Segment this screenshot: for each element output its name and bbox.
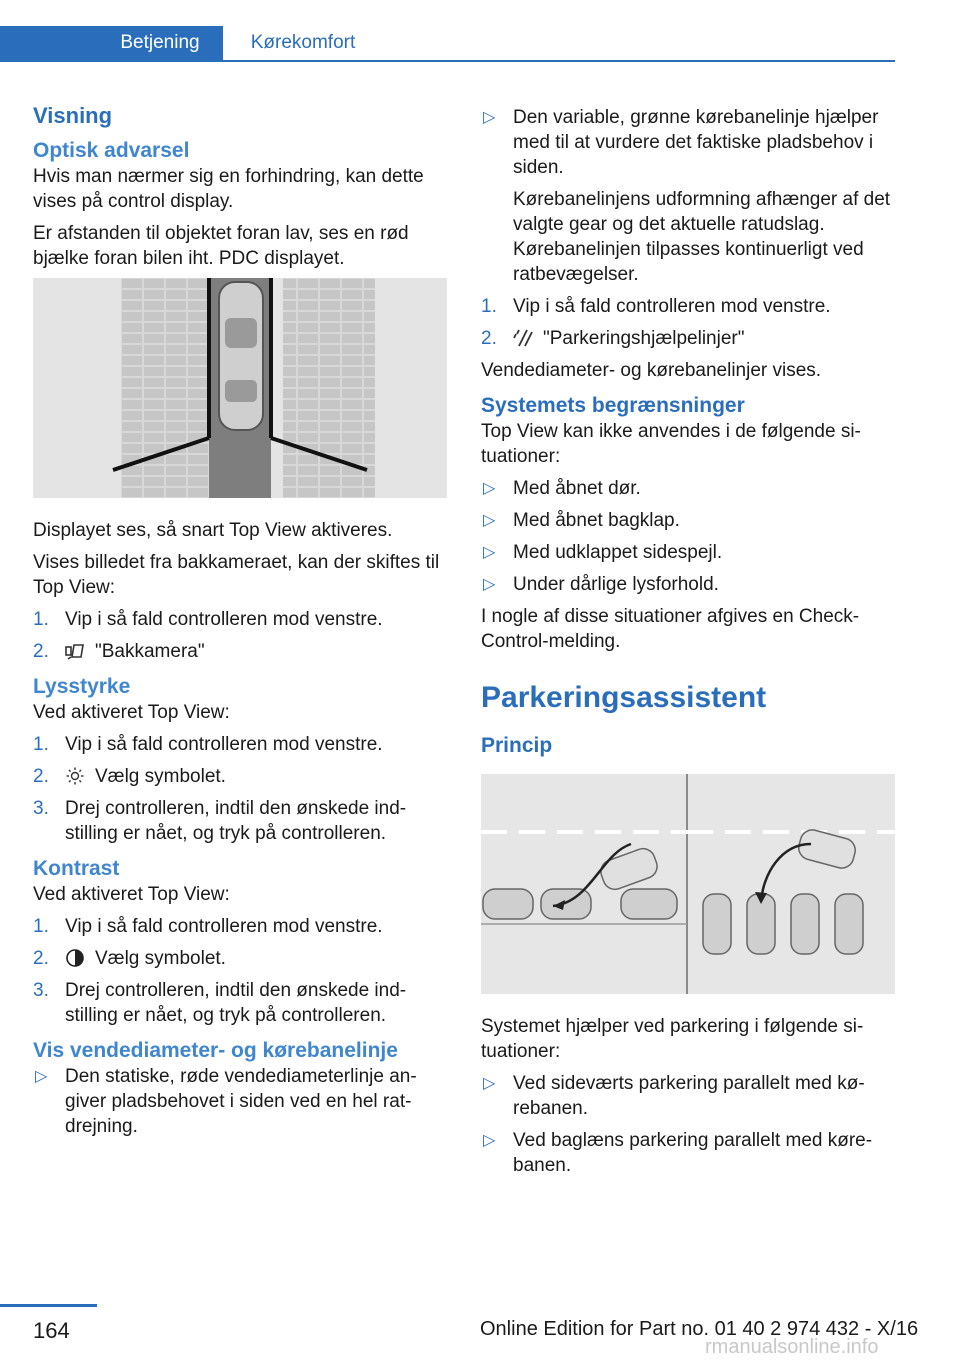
paragraph: Ved aktiveret Top View: [33,702,230,723]
step-text: "Parkeringshjælpelinjer" [543,328,745,349]
edition-note: Online Edition for Part no. 01 40 2 974 432 - X/16 [480,1318,919,1340]
bullet-text: Med udklappet sidespejl. [513,542,723,563]
bullet-item [481,105,896,180]
step-number: 2. [481,328,497,349]
bullet-text: Ved baglæns parkering parallelt med kørebanen. [513,1130,873,1176]
step-number: 2. [33,766,49,787]
step-text: Drej controlleren, indtil den ønskede indstilling er nået, og tryk på controlleren. [65,980,407,1026]
step-number: 1. [33,609,49,630]
paragraph: Vises billedet fra bakkameraet, kan der skiftes til Top View: [33,552,440,598]
step-text: Vip i så fald controlleren mod venstre. [65,916,383,937]
step-item [33,639,449,664]
left-column [33,98,449,1146]
heading-vis-vendediameter: Vis vendediameter- og kørebanelinje [33,1039,398,1062]
bullet-item [481,508,896,533]
heading-systemets-begraensninger: Systemets begrænsninger [481,394,745,417]
step-item [33,732,449,757]
triangle-bullet-icon: ▷ [483,1132,496,1149]
step-item [33,764,449,789]
step-item [33,796,449,846]
heading-princip: Princip [481,734,553,757]
step-text: "Bakkamera" [95,641,205,662]
bullet-item [481,572,896,597]
tab-betjening[interactable]: Betjening [97,26,223,60]
bullet-item [481,1128,896,1178]
brightness-icon [65,764,85,789]
bullet-item [481,540,896,565]
step-text: Vælg symbolet. [95,948,226,969]
paragraph: Ved aktiveret Top View: [33,884,230,905]
paragraph: Vendediameter- og kørebanelinjer vises. [481,360,822,381]
step-text: Vip i så fald controlleren mod venstre. [65,734,383,755]
paragraph: Hvis man nærmer sig en forhindring, kan dette vises på control display. [33,166,424,212]
step-item [481,326,896,351]
step-item [481,294,896,319]
paragraph: Displayet ses, så snart Top View aktiveres. [33,520,393,541]
bullet-item [33,1064,449,1139]
step-number: 2. [33,948,49,969]
bullet-text: Under dårlige lysforhold. [513,574,719,595]
triangle-bullet-icon: ▷ [483,576,496,593]
heading-kontrast: Kontrast [33,857,120,880]
triangle-bullet-icon: ▷ [483,109,496,126]
bullet-text: Den statiske, røde vendediameterlinje angiver pladsbehovet i siden ved en hel ratdrejning. [65,1066,417,1137]
step-text: Drej controlleren, indtil den ønskede indstilling er nået, og tryk på controlleren. [65,798,407,844]
reverse-camera-icon [65,639,85,664]
tab-korekomfort[interactable]: Kørekomfort [250,32,356,53]
step-item [33,946,449,971]
contrast-icon [65,946,85,971]
paragraph: Er afstanden til objektet foran lav, ses en rød bjælke foran bilen iht. PDC displayet. [33,223,409,269]
step-item [33,607,449,632]
step-text: Vip i så fald controlleren mod venstre. [513,296,831,317]
triangle-bullet-icon: ▷ [35,1068,48,1085]
parking-assist-illustration [481,774,896,994]
heading-visning: Visning [33,103,113,128]
bullet-item [481,476,896,501]
bullet-text: Den variable, grønne kørebanelinje hjælper med til at vurdere det faktiske pladsbehov i siden. [513,107,879,178]
triangle-bullet-icon: ▷ [483,480,496,497]
paragraph: Top View kan ikke anvendes i de følgende situationer: [481,421,861,467]
heading-optisk-advarsel: Optisk advarsel [33,139,190,162]
triangle-bullet-icon: ▷ [483,544,496,561]
step-number: 1. [33,916,49,937]
step-text: Vip i så fald controlleren mod venstre. [65,609,383,630]
paragraph: Systemet hjælper ved parkering i følgende situationer: [481,1016,864,1062]
header-tabs [0,26,895,60]
right-column [481,105,896,1185]
step-number: 3. [33,798,49,819]
page-number: 164 [33,1318,70,1343]
tab-accent-bar [0,26,97,60]
heading-parkeringsassistent: Parkeringsassistent [481,681,767,714]
triangle-bullet-icon: ▷ [483,1075,496,1092]
heading-lysstyrke: Lysstyrke [33,675,131,698]
bullet-text: Med åbnet bagklap. [513,510,680,531]
triangle-bullet-icon: ▷ [483,512,496,529]
step-text: Vælg symbolet. [95,766,226,787]
step-item [33,914,449,939]
bullet-text: Med åbnet dør. [513,478,641,499]
bullet-text: Ved sideværts parkering parallelt med kørebanen. [513,1073,865,1119]
footer-accent-line [0,1304,97,1307]
paragraph: I nogle af disse situationer afgives en Check-Control-melding. [481,606,860,652]
step-number: 1. [33,734,49,755]
step-number: 3. [33,980,49,1001]
parking-lines-icon [513,326,533,351]
step-number: 2. [33,641,49,662]
watermark: rmanualsonline.info [705,1336,879,1358]
step-number: 1. [481,296,497,317]
header-divider [0,60,895,62]
step-item [33,978,449,1028]
top-view-illustration [33,278,449,498]
bullet-item [481,1071,896,1121]
bullet-subtext: Kørebanelinjens udformning afhænger af det valgte gear og det aktuelle ratudslag. Kørebanelinjen tilpasses kontinuerligt ved ratbevægelser. [513,189,891,285]
